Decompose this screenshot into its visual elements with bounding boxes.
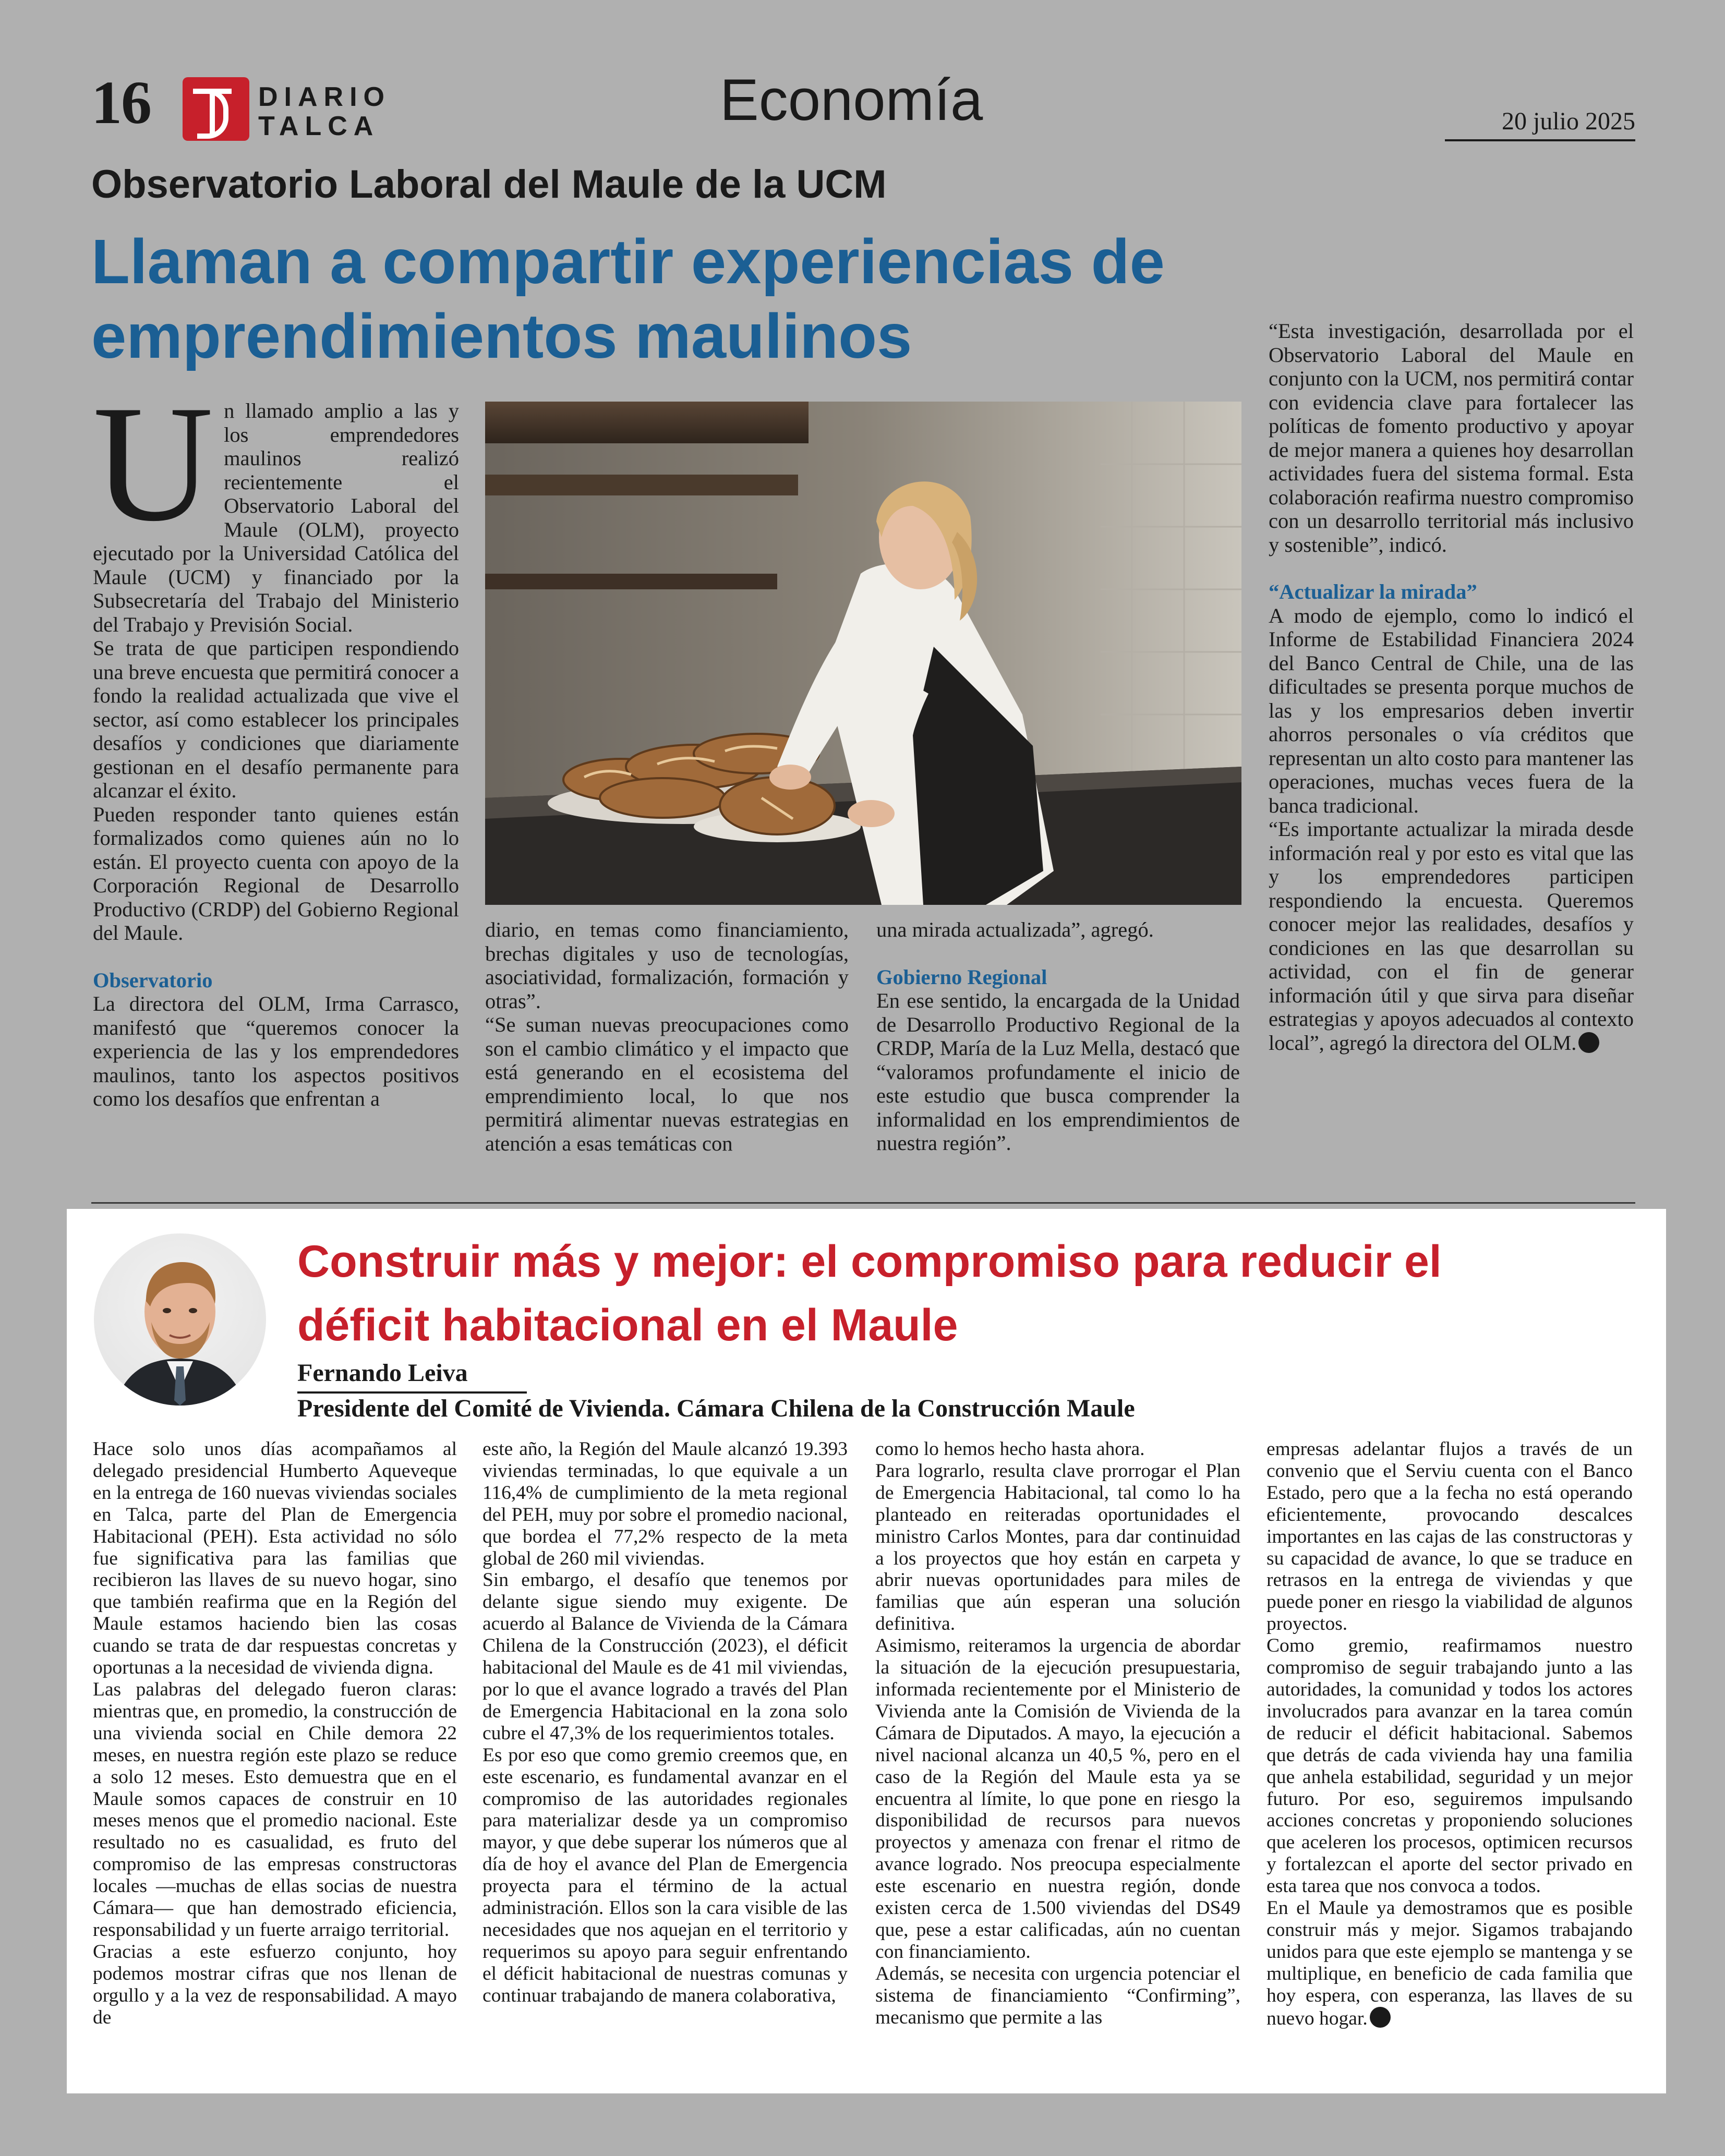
author-role: Presidente del Comité de Vivienda. Cámara Chilena de la Construcción Maule (297, 1395, 1135, 1422)
article-paragraph: La directora del OLM, Irma Carrasco, manifestó que “queremos conocer la experiencia de las y los emprendedores maulinos, tanto los aspectos positivos como los desafíos que enfrentan a (93, 992, 459, 1110)
diario-talca-logo-icon (183, 77, 249, 141)
page-number: 16 (91, 68, 151, 137)
article-paragraph: Se trata de que participen respondiendo una breve encuesta que permitirá conocer a fondo la realidad actualizada que vive el sector, así como establecer los principales desafíos y condiciones que diariamente gestionan en el desafío permanente para alcanzar el éxito. (93, 636, 459, 802)
opinion-headline: Construir más y mejor: el compromiso para reducir el déficit habitacional en el Maule (297, 1237, 1442, 1350)
baker-photo-illustration (485, 402, 1241, 905)
logo-line-2: TALCA (258, 111, 380, 141)
article-column-1 (93, 371, 459, 1111)
opinion-paragraph: Asimismo, reiteramos la urgencia de abordar la situación de la ejecución presupuestaria, informada recientemente por el Ministerio de Vivienda ante la Comisión de Vivienda de la Cámara de Diputados. A mayo, la ejecución a nivel nacional alcanza un 40,5 %, pero en el caso de la Región del Maule esta ya se encuentra al límite, lo que pone en riesgo la disponibilidad de recursos para nuevos proyectos y amenaza con frenar el ritmo de avance logrado. Nos preocupa especialmente este escenario en nuestra región, donde existen cerca de 1.500 viviendas del DS49 que, pese a estar calificadas, aún no cuentan con financiamiento. (875, 1635, 1240, 1963)
opinion-paragraph: Como gremio, reafirmamos nuestro compromiso de seguir trabajando junto a las autoridades, la comunidad y todos los actores involucrados para avanzar en la tarea común de reducir el déficit habitacional. Sabemos que detrás de cada vivienda hay una familia que anhela estabilidad, seguridad y un mejor futuro. Por eso, seguiremos impulsando acciones concretas y proponiendo soluciones que aceleren los procesos, optimicen recursos y fortalezcan el aporte del sector privado en esta tarea que nos convoca a todos. (1266, 1635, 1633, 1897)
opinion-column-1 (93, 1438, 457, 2028)
opinion-paragraph: Hace solo unos días acompañamos al delegado presidencial Humberto Aqueveque en la entrega de 160 nuevas viviendas sociales en Talca, parte del Plan de Emergencia Habitacional (PEH). Esta actividad no sólo fue significativa para las familias que recibieron las llaves de su nuevo hogar, sino que también reafirma que en la Región del Maule estamos haciendo bien las cosas cuando se trata de dar respuestas concretas y oportunas a la necesidad de vivienda digna. (93, 1438, 457, 1679)
article-lead-paragraph: n llamado amplio a las y los emprendedores maulinos realizó recientemente el Observatorio Laboral del Maule (OLM), proyecto ejecutado por la Universidad Católica del Maule (UCM) y financiado por la Subsecretaría del Trabajo del Ministerio del Trabajo y Previsión Social. (93, 399, 459, 636)
article-photo-baker (485, 402, 1241, 905)
article-paragraph: “Esta investigación, desarrollada por el Observatorio Laboral del Maule en conjunto con la UCM, nos permitirá contar con evidencia clave para fortalecer las políticas de fomento productivo y apoyar de mejor manera a quienes hoy desarrollan actividades fuera del sistema formal. Esta colaboración reafirma nuestro compromiso con un desarrollo territorial más inclusivo y sostenible”, indicó. (1269, 319, 1634, 556)
end-of-article-icon (1578, 1032, 1599, 1053)
article-column-3 (876, 918, 1240, 1155)
article-separator (91, 1202, 1635, 1204)
author-portrait-illustration (94, 1233, 266, 1406)
opinion-paragraph: Gracias a este esfuerzo conjunto, hoy podemos mostrar cifras que nos llenan de orgullo y a la vez de responsabilidad. A mayo de (93, 1941, 457, 2028)
opinion-column-2 (482, 1438, 848, 2007)
article-paragraph: Pueden responder tanto quienes están formalizados como quienes aún no lo están. El proyecto cuenta con apoyo de la Corporación Regional de Desarrollo Productivo (CRDP) del Gobierno Regional del Maule. (93, 802, 459, 944)
article-paragraph: A modo de ejemplo, como lo indicó el Informe de Estabilidad Financiera 2024 del Banco Central de Chile, una de las dificultades se presenta porque muchos de las y los empresarios deben invertir ahorros personales o vía créditos que representan un alto costo para mantener las operaciones, muchas veces fuera de la banca tradicional. (1269, 603, 1634, 817)
article-paragraph: “Es importante actualizar la mirada desde información real y por esto es vital que las y los emprendedores participen respondiendo la encuesta. Queremos conocer mejor las realidades, desafíos y condiciones en las que desarrollan su actividad, con el fin de generar información útil y que sirva para diseñar estrategias y apoyos adecuados al contexto local”, agregó la directora del OLM. (1269, 817, 1634, 1055)
subhead-observatorio: Observatorio (93, 968, 213, 992)
article-column-4 (1269, 319, 1634, 1055)
article-kicker: Observatorio Laboral del Maule de la UCM (91, 162, 887, 207)
subhead-gobierno-regional: Gobierno Regional (876, 965, 1047, 989)
masthead-logo-text (258, 82, 391, 141)
opinion-column-3 (875, 1438, 1240, 2028)
article-column-2 (485, 918, 849, 1155)
opinion-paragraph: Las palabras del delegado fueron claras: mientras que, en promedio, la construcción de una vivienda social en Chile demora 22 meses, en nuestra región este plazo se reduce a solo 12 meses. Esto demuestra que en el Maule somos capaces de construir en 10 meses menos que el promedio nacional. Este resultado no es casualidad, es fruto del compromiso de las empresas constructoras locales —muchas de ellas socias de nuestra Cámara— que han demostrado eficiencia, responsabilidad y un fuerte arraigo territorial. (93, 1678, 457, 1941)
logo-line-1: DIARIO (258, 82, 391, 112)
issue-date: 20 julio 2025 (1501, 107, 1635, 135)
end-of-opinion-icon (1370, 2007, 1391, 2028)
article-paragraph: “Se suman nuevas preocupaciones como son el cambio climático y el impacto que está generando en el ecosistema del emprendimiento local, lo que nos permitirá alimentar nuevas estrategias en atención a esas temáticas con (485, 1013, 849, 1155)
opinion-paragraph: En el Maule ya demostramos que es posible construir más y mejor. Sigamos trabajando unidos para que este ejemplo se mantenga y se multiplique, en beneficio de cada familia que hoy espera, con esperanza, las llaves de su nuevo hogar. (1266, 1897, 1633, 2029)
opinion-paragraph: empresas adelantar flujos a través de un convenio que el Serviu cuenta con el Banco Estado, pero que a la fecha no está operando eficientemente, provocando descalces importantes en las cajas de las constructoras y su capacidad de avance, lo que se traduce en retrasos en la entrega de viviendas y que puede poner en riesgo la viabilidad de algunos proyectos. (1266, 1438, 1633, 1635)
article-paragraph: diario, en temas como financiamiento, brechas digitales y uso de tecnologías, asociatividad, formalización, formación y otras”. (485, 918, 849, 1013)
article-headline: Llaman a compartir experiencias de emprendimientos maulinos (91, 226, 1165, 371)
opinion-column-4 (1266, 1438, 1633, 2029)
author-portrait (94, 1233, 266, 1406)
article-paragraph: una mirada actualizada”, agregó. (876, 918, 1154, 941)
opinion-paragraph: Es por eso que como gremio creemos que, en este escenario, es fundamental avanzar en el compromiso de las autoridades regionales para materializar desde ya un compromiso mayor, y que debe superar los números que al día de hoy el avance del Plan de Emergencia proyecta para el término de la actual administración. Ellos son la cara visible de las necesidades que nos aquejan en el territorio y requerimos su apoyo para seguir enfrentando el déficit habitacional de nuestras comunas y continuar trabajando de manera colaborativa, (482, 1744, 848, 2006)
section-title: Economía (720, 67, 983, 132)
subhead-actualizar-la-mirada: “Actualizar la mirada” (1269, 580, 1477, 603)
opinion-paragraph: como lo hemos hecho hasta ahora. (875, 1438, 1145, 1460)
author-name: Fernando Leiva (297, 1359, 468, 1387)
opinion-paragraph: Para lograrlo, resulta clave prorrogar el Plan de Emergencia Habitacional, tal como lo ha planteado en reiteradas oportunidades el ministro Carlos Montes, para dar continuidad a los proyectos que hoy están en carpeta y abrir nuevas oportunidades para miles de familias que aún esperan una solución definitiva. (875, 1460, 1240, 1635)
date-underline (1445, 139, 1635, 141)
opinion-paragraph: este año, la Región del Maule alcanzó 19.393 viviendas terminadas, lo que equivale a un 116,4% de cumplimiento de la meta regional del PEH, muy por sobre el promedio nacional, que bordea el 77,2% respecto de la meta global de 260 mil viviendas. (482, 1438, 848, 1569)
article-paragraph: En ese sentido, la encargada de la Unidad de Desarrollo Productivo Regional de la CRDP, María de la Luz Mella, destacó que “valoramos profundamente el inicio de este estudio que busca comprender la informalidad en los emprendimientos de nuestra región”. (876, 989, 1240, 1155)
drop-cap: U (93, 371, 214, 556)
opinion-paragraph: Además, se necesita con urgencia potenciar el sistema de financiamiento “Confirming”, mecanismo que permite a las (875, 1963, 1240, 2028)
opinion-paragraph: Sin embargo, el desafío que tenemos por delante sigue siendo muy exigente. De acuerdo al Balance de Vivienda de la Cámara Chilena de la Construcción (2023), el déficit habitacional del Maule es de 41 mil viviendas, por lo que el avance logrado a través del Plan de Emergencia Habitacional en la zona solo cubre el 47,3% de los requerimientos totales. (482, 1569, 848, 1744)
